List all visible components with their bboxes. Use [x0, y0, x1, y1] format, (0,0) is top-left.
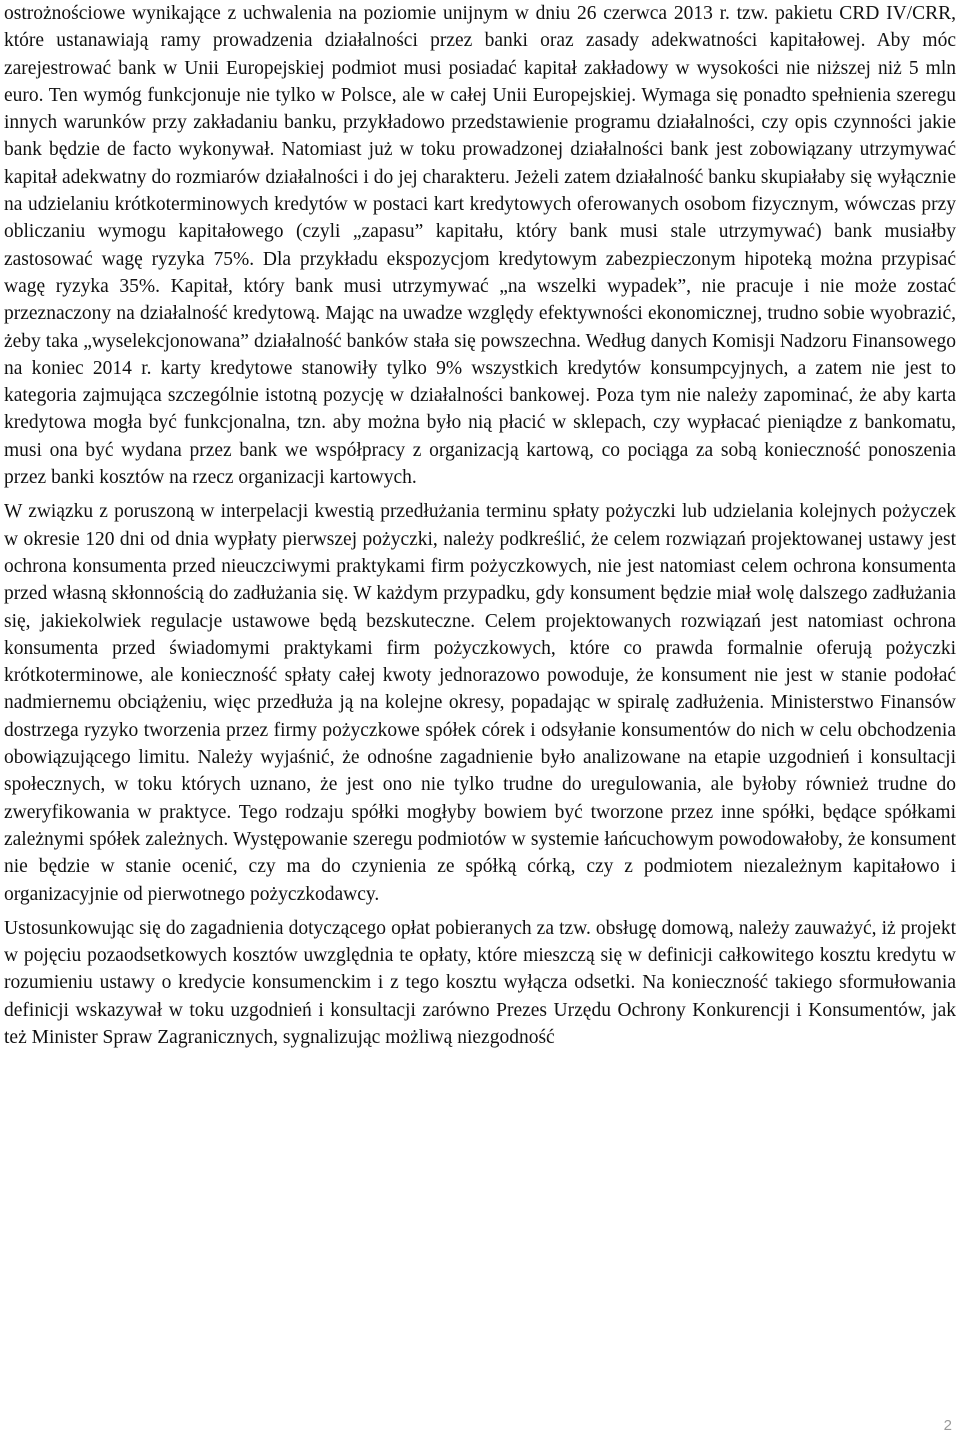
paragraph-home-service-fees: Ustosunkowując się do zagadnienia dotyczącego opłat pobieranych za tzw. obsługę domową, należy zauważyć, iż projekt w pojęciu pozaodsetkowych kosztów uwzględnia te opłaty, które mieszczą się w definicji całkowitego kosztu kredytu w rozumieniu ustawy o kredycie konsumenckim i z tego kosztu wyłącza odsetki. Na konieczność takiego sformułowania definicji wskazywał w toku uzgodnień i konsultacji zarówno Prezes Urzędu Ochrony Konkurencji i Konsumentów, jak też Minister Spraw Zagranicznych, sygnalizując możliwą niezgodność	[4, 917, 956, 1048]
document-page	[4, 0, 956, 1051]
paragraph-loan-extension: W związku z poruszoną w interpelacji kwestią przedłużania terminu spłaty pożyczki lub udzielania kolejnych pożyczek w okresie 120 dni od dnia wypłaty pierwszej pożyczki, należy podkreślić, że celem rozwiązań projektowanej ustawy jest ochrona konsumenta przed nieuczciwymi praktykami firm pożyczkowych, nie jest natomiast celem ochrona konsumenta przed własną skłonnością do zadłużania się. W każdym przypadku, gdy konsument będzie miał wolę dalszego zadłużania się, jakiekolwiek regulacje ustawowe będą bezskuteczne. Celem projektowanych rozwiązań jest natomiast ochrona konsumenta przed świadomymi praktykami firm pożyczkowych, które co prawda formalnie oferują pożyczki krótkoterminowe, ale konieczność spłaty całej kwoty jednorazowo powoduje, że konsument nie jest w stanie podołać nadmiernemu obciążeniu, więc przedłuża ją na kolejne okresy, popadając w spiralę zadłużenia. Ministerstwo Finansów dostrzega ryzyko tworzenia przez firmy pożyczkowe spółek córek i odsyłanie konsumentów do nich w celu obchodzenia obowiązującego limitu. Należy wyjaśnić, że odnośne zagadnienie było analizowane na etapie uzgodnień i konsultacji społecznych, w toku których uznano, że jest ono nie tylko trudne do uregulowania, ale byłoby również trudne do zweryfikowania w praktyce. Tego rodzaju spółki mogłyby bowiem być tworzone przez inne spółki, będące spółkami zależnymi spółek zależnych. Występowanie szeregu podmiotów w systemie łańcuchowym powodowałoby, że konsument nie będzie w stanie ocenić, czy ma do czynienia ze spółką córką, czy z podmiotem niezależnym kapitałowo i organizacyjnie od pierwotnego pożyczkodawcy.	[4, 501, 956, 905]
paragraph-capital-requirements: ostrożnościowe wynikające z uchwalenia na poziomie unijnym w dniu 26 czerwca 2013 r. tzw. pakietu CRD IV/CRR, które ustanawiają ramy prowadzenia działalności przez banki oraz zasady adekwatności kapitałowej. Aby móc zarejestrować bank w Unii Europejskiej podmiot musi posiadać kapitał zakładowy w wysokości nie niższej niż 5 mln euro. Ten wymóg funkcjonuje nie tylko w Polsce, ale w całej Unii Europejskiej. Wymaga się ponadto spełnienia szeregu innych warunków przy zakładaniu banku, przykładowo przedstawienie programu działalności, czy opis czynności jakie bank będzie de facto wykonywał. Natomiast już w toku prowadzonej działalności bank jest zobowiązany utrzymywać kapitał adekwatny do rozmiarów działalności i do jej charakteru. Jeżeli zatem działalność banku skupiałaby się wyłącznie na udzielaniu krótkoterminowych kredytów w postaci kart kredytowych oferowanych osobom fizycznym, wówczas przy obliczaniu wymogu kapitałowego (czyli „zapasu” kapitału, który bank musi stale utrzymywać) bank musiałby zastosować wagę ryzyka 75%. Dla przykładu ekspozycjom kredytowym zabezpieczonym hipoteką można przypisać wagę ryzyka 35%. Kapitał, który bank musi utrzymywać „na wszelki wypadek”, nie pracuje i nie może zostać przeznaczony na działalność kredytową. Mając na uwadze względy efektywności ekonomicznej, trudno sobie wyobrazić, żeby taka „wyselekcjonowana” działalność banków stała się powszechna. Według danych Komisji Nadzoru Finansowego na koniec 2014 r. karty kredytowe stanowiły tylko 9% wszystkich kredytów konsumpcyjnych, a zatem nie jest to kategoria zajmująca szczególnie istotną pozycję w działalności bankowej. Poza tym nie należy zapominać, że aby karta kredytowa mogła być funkcjonalna, tzn. aby można było nią płacić w sklepach, czy wypłacać pieniądze z bankomatu, musi ona być wydana przez bank we współpracy z organizacją kartową, co pociąga za sobą konieczność ponoszenia przez banki kosztów na rzecz organizacji kartowych.	[4, 3, 956, 489]
page-number: 2	[943, 1417, 952, 1434]
